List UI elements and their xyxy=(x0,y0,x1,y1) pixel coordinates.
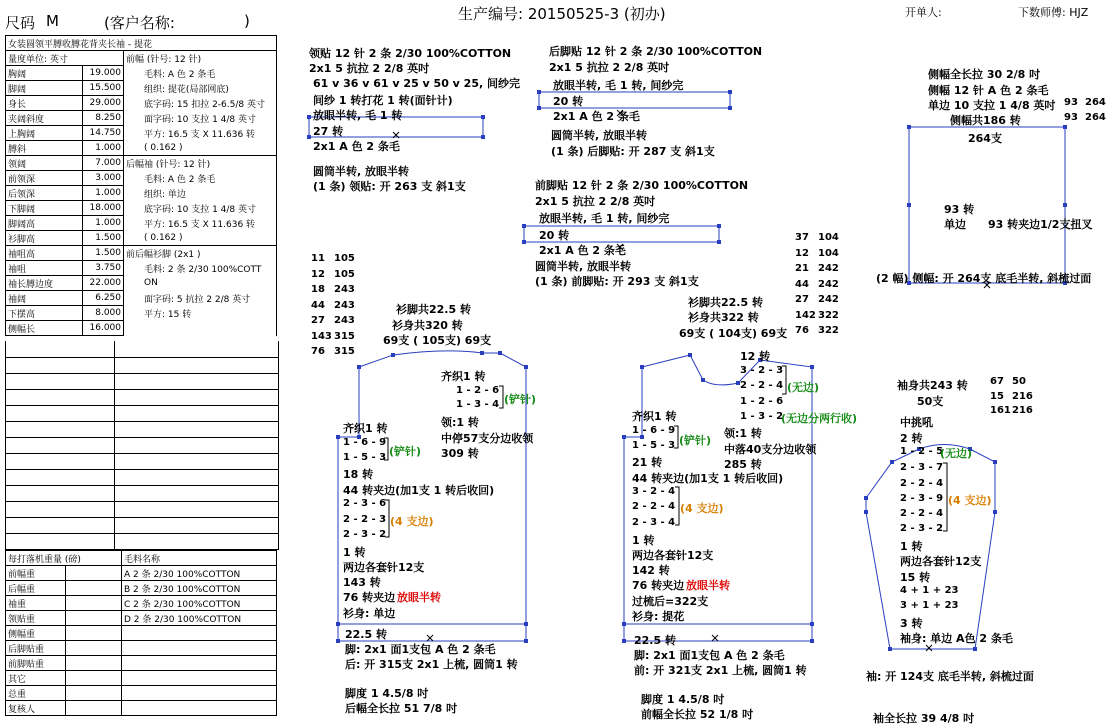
front-b14r: 放眼半转 xyxy=(686,579,730,592)
back-rib-l6: (1 条) 后脚贴: 开 287 支 斜1支 xyxy=(551,145,715,158)
front-rib-l2: 2x1 5 抗拉 2 2/8 英吋 xyxy=(535,195,656,208)
front-rib-l6: (1 条) 前脚贴: 开 293 支 斜1支 xyxy=(535,275,699,288)
measure-value: 18.000 xyxy=(83,201,124,216)
num-b: 322 xyxy=(818,309,839,321)
front-f3: 脚度 1 4.5/8 吋 xyxy=(641,693,725,706)
sleeve-a7: 2 - 2 - 4 xyxy=(900,508,944,519)
back-a5: 领:1 转 xyxy=(441,416,479,429)
sleeve-a12: 15 转 xyxy=(900,571,931,584)
measure-name: 袖咀高 xyxy=(6,246,83,261)
front-b1: 齐织1 转 xyxy=(632,410,677,423)
sleeve-a10: 1 转 xyxy=(900,540,923,553)
front-f2: 前: 开 321支 2x1 上梳, 圆筒1 转 xyxy=(634,664,807,677)
measure-value: 1.500 xyxy=(83,246,124,261)
back-rib-l2: 2x1 5 抗拉 2 2/8 英吋 xyxy=(549,61,670,74)
back-f4: 后幅全长拉 51 7/8 吋 xyxy=(345,702,458,715)
sleeve-a1: 中挑吼 xyxy=(900,416,933,429)
num-a: 12 xyxy=(311,268,325,280)
num-a: 143 xyxy=(311,330,332,342)
collar-l7: 圆筒半转, 放眼半转 xyxy=(313,165,410,178)
side-n4: 264 xyxy=(1085,112,1106,123)
spec-note: 毛料: A 色 2 条毛 xyxy=(124,171,277,186)
measure-name: 领阔 xyxy=(6,156,83,171)
front-t2: 衫身共322 转 xyxy=(688,311,759,324)
front-t3: 69支 ( 104支) 69支 xyxy=(679,327,788,340)
measure-name: 下脚阔 xyxy=(6,201,83,216)
back-t2: 衫身共320 转 xyxy=(392,319,463,332)
sleeve-a8: 2 - 3 - 2 xyxy=(900,523,944,534)
side-l7: 单边 xyxy=(944,218,966,231)
measure-value: 19.000 xyxy=(83,66,124,81)
back-b4: (铲针) xyxy=(389,445,422,458)
measure-name: 衫脚高 xyxy=(6,231,83,246)
back-f1: 脚: 2x1 面1支包 A 色 2 条毛 xyxy=(345,643,496,656)
back-f2: 后: 开 315支 2x1 上梳, 圆筒1 转 xyxy=(345,658,518,671)
measure-value: 8.000 xyxy=(83,306,124,321)
measure-name: 下摆高 xyxy=(6,306,83,321)
back-b8: 2 - 2 - 3 xyxy=(343,514,387,525)
sleeve-a6: 2 - 3 - 9 xyxy=(900,493,944,504)
spec-note: 底字码: 15 扣拉 2-6.5/8 英寸 xyxy=(124,96,277,111)
front-rib-box: 20 转 xyxy=(539,229,570,242)
weight-name: 复核人 xyxy=(6,701,66,716)
weight-header: 每打落机重量 (磅) xyxy=(6,551,122,566)
spec-note: 毛料: A 色 2 条毛 xyxy=(124,66,277,81)
yarn-name: D 2 条 2/30 100%COTTON xyxy=(122,611,277,626)
collar-box: 27 转 xyxy=(313,125,344,138)
front-b14: 76 转夹边 xyxy=(632,579,685,592)
back-b15: 衫身: 单边 xyxy=(343,607,396,620)
production-no: 生产编号: 20150525-3 (初办) xyxy=(458,5,666,23)
measure-name: 胸阔 xyxy=(6,66,83,81)
spec-note: 面字码: 5 抗拉 2 2/8 英寸 xyxy=(124,291,277,306)
side-l1: 侧幅全长拉 30 2/8 吋 xyxy=(928,68,1041,81)
sleeve-f2: 袖全长拉 39 4/8 吋 xyxy=(873,712,975,725)
front-b16: 衫身: 提花 xyxy=(632,610,685,623)
spec-note: 组织: 提花(局部网底) xyxy=(124,81,277,96)
sleeve-a11: 两边各套针12支 xyxy=(900,555,982,568)
side-l9: (2 幅) 侧幅: 开 264支 底毛半转, 斜梳过面 xyxy=(876,272,1092,285)
sleeve-a2: 2 转 xyxy=(900,432,923,445)
front-a0: 12 转 xyxy=(740,350,771,363)
measure-value: 3.750 xyxy=(83,261,124,276)
back-b6: 44 转夹边(加1支 1 转后收回) xyxy=(343,484,495,497)
front-rib-l1: 前脚贴 12 针 2 条 2/30 100%COTTON xyxy=(535,179,749,192)
back-rib-l1: 后脚贴 12 针 2 条 2/30 100%COTTON xyxy=(549,45,763,58)
measure-name: 上胸阔 xyxy=(6,126,83,141)
sleeve-a9: (4 支边) xyxy=(948,494,992,507)
num-a: 76 xyxy=(795,325,809,336)
measure-value: 6.250 xyxy=(83,291,124,306)
num-a: 76 xyxy=(311,346,325,357)
spec-title: 女装圆领平膊收膊花背夹长袖 - 提花 xyxy=(6,36,277,51)
front-b13: 142 转 xyxy=(632,564,670,577)
weight-name: 其它 xyxy=(6,671,66,686)
front-b10: (4 支边) xyxy=(680,502,724,515)
size-value: M xyxy=(46,12,59,30)
measure-name: 袖长膊边度 xyxy=(6,276,83,291)
num-a: 11 xyxy=(311,253,325,264)
sleeve-f1: 袖: 开 124支 底毛半转, 斜梳过面 xyxy=(866,670,1034,683)
spec-note: 毛料: 2 条 2/30 100%COTT xyxy=(124,261,277,276)
measure-value: 3.000 xyxy=(83,171,124,186)
back-b13: 143 转 xyxy=(343,576,381,589)
measure-name: 身长 xyxy=(6,96,83,111)
measure-value: 15.500 xyxy=(83,81,124,96)
front-f4: 前幅全长拉 52 1/8 吋 xyxy=(641,708,754,721)
side-l2: 侧幅 12 针 A 色 2 条毛 xyxy=(928,84,1049,97)
measure-name: 脚阔 xyxy=(6,81,83,96)
num-b: 50 xyxy=(1012,376,1026,387)
back-rib-box: 20 转 xyxy=(553,95,584,108)
back-t3: 69支 ( 105支) 69支 xyxy=(383,334,492,347)
front-b4: (铲针) xyxy=(679,434,712,447)
back-a3: 1 - 3 - 4 xyxy=(456,399,500,410)
spec-note: 前后幅衫脚 (2x1 ) xyxy=(124,246,277,261)
spec-note: 平方: 15 转 xyxy=(124,306,277,321)
spec-note: 前幅 (针号: 12 针) xyxy=(124,51,277,66)
back-b12: 两边各套针12支 xyxy=(343,561,425,574)
collar-l1: 领贴 12 针 2 条 2/30 100%COTTON xyxy=(309,47,512,60)
measure-name: 夹阔斜度 xyxy=(6,111,83,126)
front-b8: 2 - 2 - 4 xyxy=(632,501,676,512)
front-a4: 1 - 3 - 2 xyxy=(740,411,784,422)
measure-name: 袖咀 xyxy=(6,261,83,276)
yarn-header: 毛料名称 xyxy=(122,551,277,566)
num-a: 37 xyxy=(795,232,809,243)
issuer-label: 开单人: xyxy=(905,6,942,19)
spec-note: ON xyxy=(124,276,277,291)
sleeve-a16: 袖身: 单边 A色 2 条毛 xyxy=(900,632,1013,645)
measure-value: 8.250 xyxy=(83,111,124,126)
back-b16: 22.5 转 xyxy=(345,628,387,641)
measure-value: 14.750 xyxy=(83,126,124,141)
collar-l3: 61 v 36 v 61 v 25 v 50 v 25, 间纱完 xyxy=(313,77,521,90)
sleeve-a3: 1 - 2 - 5 xyxy=(900,446,944,457)
client-close: ) xyxy=(244,12,250,30)
measure-value: 16.000 xyxy=(83,321,124,336)
back-a7: 309 转 xyxy=(441,447,479,460)
num-a: 15 xyxy=(990,390,1004,402)
sleeve-a13: 4 + 1 + 23 xyxy=(900,585,959,596)
back-a2: 1 - 2 - 6 xyxy=(456,385,500,396)
num-b: 243 xyxy=(334,315,355,326)
sleeve-a4: 2 - 3 - 7 xyxy=(900,462,944,473)
num-a: 67 xyxy=(990,376,1004,387)
client-label: (客户名称: xyxy=(104,14,175,32)
back-b5: 18 转 xyxy=(343,468,374,481)
side-n3: 93 xyxy=(1064,112,1078,123)
side-l4: 侧幅共186 转 xyxy=(950,114,1021,127)
num-b: 242 xyxy=(818,263,839,274)
weight-name: 领贴重 xyxy=(6,611,66,626)
num-b: 242 xyxy=(818,278,839,290)
num-a: 12 xyxy=(795,247,809,259)
weight-name: 总重 xyxy=(6,686,66,701)
front-rib-l5: 圆筒半转, 放眼半转 xyxy=(535,260,632,273)
yarn-name: A 2 条 2/30 100%COTTON xyxy=(122,566,277,581)
back-a1: 齐织1 转 xyxy=(441,370,486,383)
back-f3: 脚度 1 4.5/8 吋 xyxy=(345,687,429,700)
measure-name: 袖阔 xyxy=(6,291,83,306)
back-b9: 2 - 3 - 2 xyxy=(343,529,387,540)
collar-l6: 2x1 A 色 2 条毛 xyxy=(313,140,400,153)
weight-name: 后脚贴重 xyxy=(6,641,66,656)
front-a2r: (无边) xyxy=(787,381,820,394)
sleeve-t1: 袖身共243 转 xyxy=(897,379,968,392)
back-b14r: 放眼半转 xyxy=(397,591,441,604)
num-a: 21 xyxy=(795,263,809,274)
measure-value: 7.000 xyxy=(83,156,124,171)
num-b: 216 xyxy=(1012,390,1033,402)
back-b2: 1 - 6 - 9 xyxy=(343,437,387,448)
back-b14: 76 转夹边 xyxy=(343,591,396,604)
front-rib-l3: 放眼半转, 毛 1 转, 间纱完 xyxy=(539,212,670,225)
measure-name: 脚阔高 xyxy=(6,216,83,231)
num-a: 18 xyxy=(311,284,325,295)
num-b: 243 xyxy=(334,284,355,295)
side-l6: 93 转 xyxy=(944,203,975,216)
front-a4r: (无边分两行收) xyxy=(781,412,858,425)
front-b5: 21 转 xyxy=(632,456,663,469)
front-a6: 中落40支分边收领 xyxy=(724,443,817,456)
front-rib-l4: 2x1 A 色 2 条毛 xyxy=(539,244,626,257)
spec-note: 后幅袖 (针号: 12 针) xyxy=(124,156,277,171)
measure-name: 前领深 xyxy=(6,171,83,186)
front-a1: 3 - 2 - 3 xyxy=(740,365,784,376)
side-l5: 264支 xyxy=(968,132,1002,145)
unit-label: 量度单位: 英寸 xyxy=(6,51,124,66)
spec-note: ( 0.162 ) xyxy=(124,231,277,246)
side-n2: 264 xyxy=(1085,97,1106,108)
sleeve-t2: 50支 xyxy=(917,395,944,408)
collar-l5: 放眼半转, 毛 1 转 xyxy=(313,109,403,122)
spec-note: ( 0.162 ) xyxy=(124,141,277,156)
num-b: 315 xyxy=(334,346,355,357)
back-b10: (4 支边) xyxy=(390,515,434,528)
num-a: 27 xyxy=(795,294,809,305)
side-l3: 单边 10 支拉 1 4/8 英吋 xyxy=(928,99,1056,112)
side-n1: 93 xyxy=(1064,97,1078,108)
num-b: 105 xyxy=(334,253,355,264)
measure-name: 后领深 xyxy=(6,186,83,201)
weight-name: 前幅重 xyxy=(6,566,66,581)
num-b: 315 xyxy=(334,330,355,342)
num-a: 44 xyxy=(795,278,809,290)
weight-name: 后幅重 xyxy=(6,581,66,596)
sleeve-a14: 3 + 1 + 23 xyxy=(900,600,959,611)
num-b: 104 xyxy=(818,232,839,243)
back-rib-l5: 圆筒半转, 放眼半转 xyxy=(551,129,648,142)
num-b: 242 xyxy=(818,294,839,305)
front-b15: 过梳后=322支 xyxy=(632,595,709,608)
num-b: 243 xyxy=(334,299,355,311)
front-t1: 衫脚共22.5 转 xyxy=(688,296,763,309)
back-b11: 1 转 xyxy=(343,546,366,559)
front-a2: 2 - 2 - 4 xyxy=(740,380,784,391)
front-b12: 两边各套针12支 xyxy=(632,549,714,562)
collar-l8: (1 条) 领贴: 开 263 支 斜1支 xyxy=(313,180,466,193)
back-a6: 中停57支分边收领 xyxy=(441,432,534,445)
measure-value: 1.000 xyxy=(83,141,124,156)
collar-l4: 间纱 1 转打花 1 转(面针计) xyxy=(313,94,453,107)
front-b9: 2 - 3 - 4 xyxy=(632,517,676,528)
yarn-name: C 2 条 2/30 100%COTTON xyxy=(122,596,277,611)
spec-note: 平方: 16.5 支 X 11.636 转 xyxy=(124,216,277,231)
num-b: 104 xyxy=(818,247,839,259)
spec-note: 组织: 单边 xyxy=(124,186,277,201)
spec-note: 平方: 16.5 支 X 11.636 转 xyxy=(124,126,277,141)
collar-l2: 2x1 5 抗拉 2 2/8 英吋 xyxy=(309,62,430,75)
num-b: 216 xyxy=(1012,405,1033,416)
back-b3: 1 - 5 - 3 xyxy=(343,452,387,463)
front-b7: 3 - 2 - 4 xyxy=(632,486,676,497)
measure-name: 侧幅长 xyxy=(6,321,83,336)
front-b2: 1 - 6 - 9 xyxy=(632,425,676,436)
back-b1: 齐织1 转 xyxy=(343,422,388,435)
measure-value: 22.000 xyxy=(83,276,124,291)
sleeve-a15: 3 转 xyxy=(900,617,923,630)
front-a5: 领:1 转 xyxy=(724,427,762,440)
side-l8: 93 转夹边1/2支扭叉 xyxy=(988,218,1093,231)
num-a: 142 xyxy=(795,309,816,321)
spec-note: 面字码: 10 支拉 1 4/8 英寸 xyxy=(124,111,277,126)
back-rib-l3: 放眼半转, 毛 1 转, 间纱完 xyxy=(553,79,684,92)
front-f1: 脚: 2x1 面1支包 A 色 2 条毛 xyxy=(634,649,785,662)
num-a: 44 xyxy=(311,299,325,311)
weight-name: 袖重 xyxy=(6,596,66,611)
front-b6: 44 转夹边(加1支 1 转后收回) xyxy=(632,472,784,485)
back-b7: 2 - 3 - 6 xyxy=(343,498,387,509)
num-b: 322 xyxy=(818,325,839,336)
measure-name: 膊斜 xyxy=(6,141,83,156)
measure-value: 1.500 xyxy=(83,231,124,246)
sleeve-a3r: (无边) xyxy=(940,447,973,460)
size-label: 尺码 xyxy=(5,14,36,32)
front-b11: 1 转 xyxy=(632,534,655,547)
num-a: 161 xyxy=(990,405,1011,416)
designer-label: 下数师傅: HJZ xyxy=(1018,6,1089,19)
spec-note: 底字码: 10 支拉 1 4/8 英寸 xyxy=(124,201,277,216)
back-t1: 衫脚共22.5 转 xyxy=(396,303,471,316)
weight-name: 侧幅重 xyxy=(6,626,66,641)
yarn-name: B 2 条 2/30 100%COTTON xyxy=(122,581,277,596)
measure-value: 1.000 xyxy=(83,186,124,201)
front-a3: 1 - 2 - 6 xyxy=(740,396,784,407)
front-b17: 22.5 转 xyxy=(634,634,676,647)
sleeve-a5: 2 - 2 - 4 xyxy=(900,478,944,489)
back-rib-l4: 2x1 A 色 2 条毛 xyxy=(553,110,640,123)
num-a: 27 xyxy=(311,315,325,326)
weight-name: 前脚贴重 xyxy=(6,656,66,671)
back-a4: (铲针) xyxy=(504,393,537,406)
front-b3: 1 - 5 - 3 xyxy=(632,440,676,451)
num-b: 105 xyxy=(334,268,355,280)
measure-value: 1.000 xyxy=(83,216,124,231)
measure-value: 29.000 xyxy=(83,96,124,111)
front-a7: 285 转 xyxy=(724,458,762,471)
